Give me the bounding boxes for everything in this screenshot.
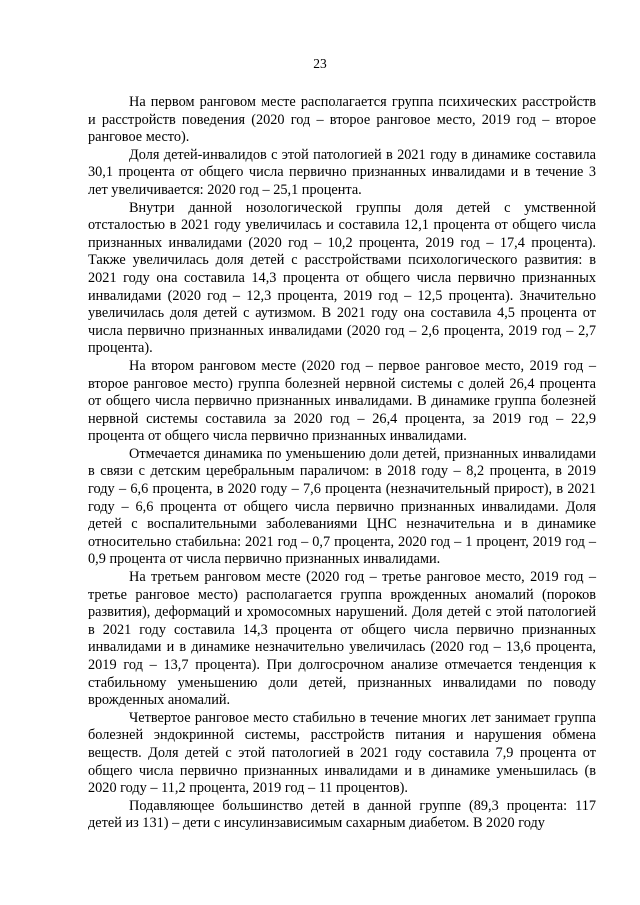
paragraph-2: Доля детей-инвалидов с этой патологией в 2021 году в динамике составила 30,1 процента от общего числа первично признанных инвалидами и в течение 3 лет увеличивается: 2020 год – 25,1 процента.	[88, 146, 596, 198]
body-text	[88, 94, 596, 833]
paragraph-8: Подавляющее большинство детей в данной группе (89,3 процента: 117 детей из 131) – дети с инсулинзависимым сахарным диабетом. В 2020 году	[88, 797, 596, 832]
paragraph-6: На третьем ранговом месте (2020 год – третье ранговое место, 2019 год – третье ранговое место) располагается группа врожденных аномалий (пороков развития), деформаций и хромосомных нарушений. Доля детей с этой патологией в 2021 году составила 14,3 процента от общего числа первично признанных инвалидами и в динамике незначительно увеличилась (2020 год – 13,6 процента, 2019 год – 13,7 процента). При долгосрочном анализе отмечается тенденция к стабильному уменьшению доли детей, признанных инвалидами по поводу врожденных аномалий.	[88, 569, 596, 709]
paragraph-3: Внутри данной нозологической группы доля детей с умственной отсталостью в 2021 году увеличилась и составила 12,1 процента от общего числа признанных инвалидами (2020 год – 10,2 процента, 2019 год – 17,4 процента). Также увеличилась доля детей с расстройствами психологического развития: в 2021 году она составила 14,3 процента от общего числа первично признанных инвалидами (2020 год – 12,3 процента, 2019 год – 12,5 процента). Значительно увеличилась доля детей с аутизмом. В 2021 году она составила 4,5 процента от числа первично признанных инвалидами (2020 год – 2,6 процента, 2019 год – 2,7 процента).	[88, 199, 596, 357]
paragraph-5: Отмечается динамика по уменьшению доли детей, признанных инвалидами в связи с детским церебральным параличом: в 2018 году – 8,2 процента, в 2019 году – 6,6 процента, в 2020 году – 7,6 процента (незначительный прирост), в 2021 году – 6,6 процента от общего числа первично признанных инвалидами. Доля детей с воспалительными заболеваниями ЦНС незначительна и в динамике относительно стабильна: 2021 год – 0,7 процента, 2020 год – 1 процент, 2019 год – 0,9 процента от числа первично признанных инвалидами.	[88, 445, 596, 568]
page-number: 23	[313, 56, 327, 71]
paragraph-7: Четвертое ранговое место стабильно в течение многих лет занимает группа болезней эндокринной системы, расстройств питания и нарушения обмена веществ. Доля детей с этой патологией в 2021 году составила 7,9 процента от общего числа первично признанных инвалидами и в динамике уменьшилась (в 2020 году – 11,2 процента, 2019 год – 11 процентов).	[88, 709, 596, 797]
paragraph-4: На втором ранговом месте (2020 год – первое ранговое место, 2019 год – второе ранговое место) группа болезней нервной системы с долей 26,4 процента от общего числа первично признанных инвалидами. В динамике группа болезней нервной системы составила за 2020 год – 26,4 процента, за 2019 год – 22,9 процента от общего числа первично признанных инвалидами.	[88, 357, 596, 445]
paragraph-1: На первом ранговом месте располагается группа психических расстройств и расстройств поведения (2020 год – второе ранговое место, 2019 год – второе ранговое место).	[88, 94, 596, 146]
